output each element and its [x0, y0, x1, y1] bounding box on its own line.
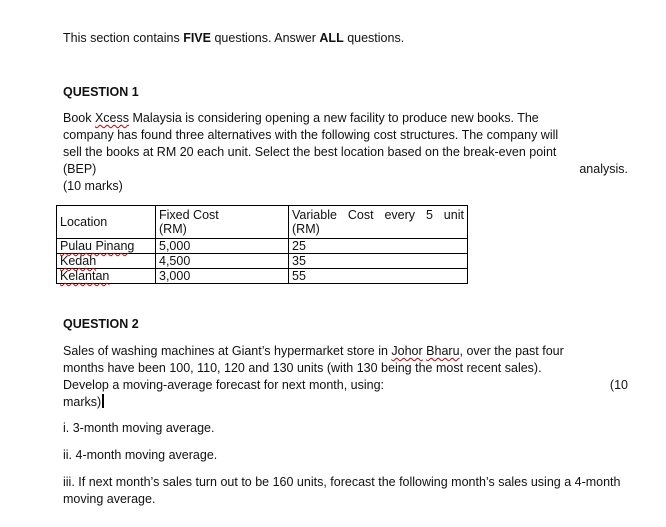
table-row: [57, 254, 468, 269]
cell-fixed-cost: 3,000: [156, 269, 289, 284]
question-2-text[interactable]: [63, 343, 628, 411]
q2-line-4: [63, 394, 628, 411]
place-johor: Johor: [391, 344, 423, 358]
cost-structure-table[interactable]: [56, 205, 468, 284]
q1-line-1-post: Malaysia is considering opening a new facility to produce new books. The: [129, 111, 539, 125]
q1-line-1: [63, 110, 628, 127]
instructions-five: FIVE: [183, 31, 211, 45]
header-fixed-cost-line1: Fixed Cost: [159, 208, 219, 222]
location-pulau-pinang: Pulau Pinang: [60, 239, 135, 253]
q2-marks: marks): [63, 395, 102, 409]
place-bharu: Bharu: [426, 344, 460, 358]
q1-line-4: [63, 161, 628, 178]
q1-bep: (BEP): [63, 162, 97, 176]
instructions-text-2: questions. Answer: [211, 31, 320, 45]
location-kedah: Kedah: [60, 254, 97, 268]
header-fixed-cost: [156, 206, 289, 239]
header-variable-word-1: Variable: [292, 208, 337, 222]
question-1-heading: QUESTION 1: [63, 85, 139, 99]
header-variable-cost-line2: (RM): [292, 222, 320, 236]
table-header-row: [57, 206, 468, 239]
header-variable-cost-line1: [292, 208, 464, 222]
q2-line-2: months have been 100, 110, 120 and 130 units (with 130 being the most recent sales).: [63, 361, 542, 375]
section-instructions: [63, 31, 404, 45]
q2-line-3-right: (10: [609, 378, 628, 392]
cell-variable-cost: 25: [289, 239, 468, 254]
cell-fixed-cost: 4,500: [156, 254, 289, 269]
instructions-all: ALL: [319, 31, 344, 45]
sub-item-iii: iii. If next month’s sales turn out to be 160 units, forecast the following month’s sales using a 4-month moving average.: [63, 475, 621, 506]
q2-line-1: [63, 343, 628, 360]
header-variable-word-4: 5: [425, 208, 433, 222]
table-row: [57, 239, 468, 254]
instructions-text-3: questions.: [343, 31, 405, 45]
sub-item-ii: ii. 4-month moving average.: [63, 448, 218, 462]
cell-variable-cost: 55: [289, 269, 468, 284]
q2-line-1-post: , over the past four: [459, 344, 564, 358]
header-variable-word-3: every: [384, 208, 416, 222]
q2-line-3-left: Develop a moving-average forecast for next month, using:: [63, 378, 385, 392]
q1-analysis: analysis.: [579, 162, 628, 176]
sub-item-i: i. 3-month moving average.: [63, 421, 215, 435]
header-variable-word-5: unit: [443, 208, 464, 222]
question-2-heading: QUESTION 2: [63, 317, 139, 331]
header-variable-cost: [289, 206, 468, 239]
q1-line-2: company has found three alternatives with the following cost structures. The company will: [63, 128, 559, 142]
q2-line-3: [63, 377, 628, 394]
brand-name-misspelled: Xcess: [94, 111, 130, 125]
q1-marks: (10 marks): [63, 179, 123, 193]
cell-variable-cost: 35: [289, 254, 468, 269]
header-location: Location: [57, 206, 156, 239]
cell-location: [57, 254, 156, 269]
question-1-text[interactable]: [63, 110, 628, 195]
instructions-text-1: This section contains: [63, 31, 184, 45]
q2-line-1-pre: Sales of washing machines at Giant’s hypermarket store in: [63, 344, 392, 358]
location-kelantan: Kelantan: [60, 269, 110, 283]
table-row: [57, 269, 468, 284]
text-cursor: [102, 394, 104, 408]
header-fixed-cost-line2: (RM): [159, 222, 187, 236]
cell-fixed-cost: 5,000: [156, 239, 289, 254]
cell-location: [57, 269, 156, 284]
header-variable-word-2: Cost: [347, 208, 374, 222]
q1-line-3: sell the books at RM 20 each unit. Select the best location based on the break-even point: [63, 145, 557, 159]
cell-location: [57, 239, 156, 254]
q1-line-1-pre: Book: [63, 111, 95, 125]
